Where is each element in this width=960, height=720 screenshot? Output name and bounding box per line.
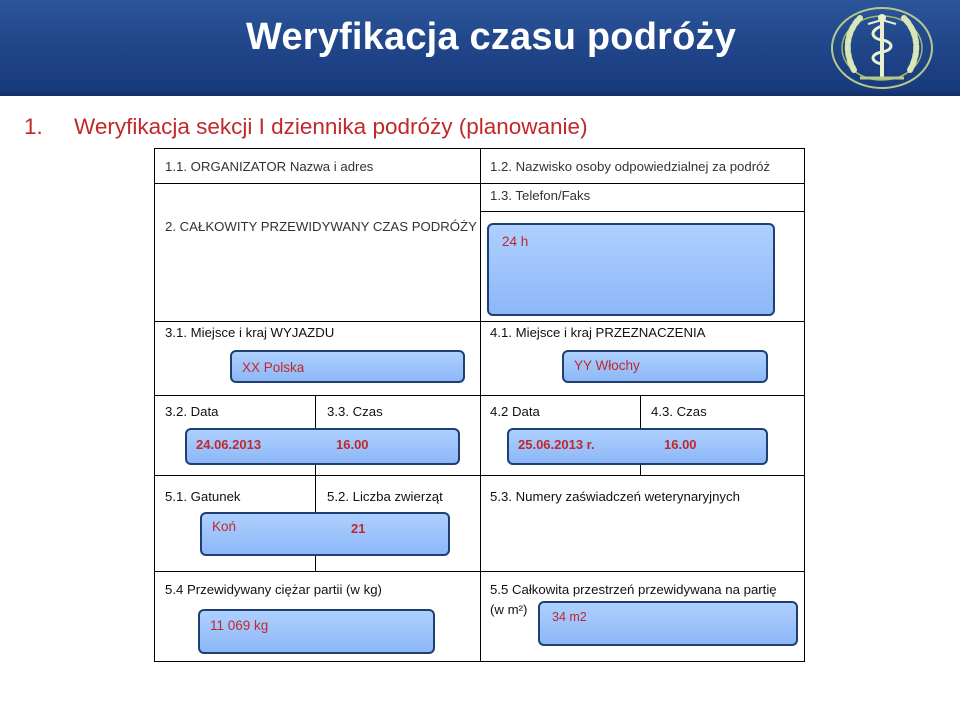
label-total-space-unit: (w m²) xyxy=(490,602,528,617)
section-heading xyxy=(24,114,588,140)
animal-count-value: 21 xyxy=(351,521,366,536)
page-title: Weryfikacja czasu podróży xyxy=(246,16,737,58)
label-destination: 4.1. Miejsce i kraj PRZEZNACZENIA xyxy=(490,325,706,340)
label-total-space: 5.5 Całkowita przestrzeń przewidywana na partię xyxy=(490,582,777,597)
label-departure: 3.1. Miejsce i kraj WYJAZDU xyxy=(165,325,335,340)
departure-date-value: 24.06.2013 xyxy=(196,437,262,452)
species-value: Koń xyxy=(212,519,237,534)
label-expected-weight: 5.4 Przewidywany ciężar partii (w kg) xyxy=(165,582,382,597)
label-total-duration: 2. CAŁKOWITY PRZEWIDYWANY CZAS PODRÓŻY xyxy=(165,219,477,234)
section-title: Weryfikacja sekcji I dziennika podróży (planowanie) xyxy=(74,114,588,139)
divider xyxy=(480,211,804,212)
label-departure-time: 3.3. Czas xyxy=(327,404,383,419)
expected-weight-value: 11 069 kg xyxy=(210,618,269,633)
section-number: 1. xyxy=(24,114,43,139)
divider xyxy=(480,149,481,661)
total-space-value: 34 m2 xyxy=(552,610,587,624)
arrival-date-value: 25.06.2013 r. xyxy=(518,437,595,452)
label-phone-fax: 1.3. Telefon/Faks xyxy=(490,188,591,203)
crest-icon xyxy=(830,6,934,90)
destination-value: YY Włochy xyxy=(574,358,640,373)
label-organizer: 1.1. ORGANIZATOR Nazwa i adres xyxy=(165,159,374,174)
label-arrival-time: 4.3. Czas xyxy=(651,404,707,419)
label-departure-date: 3.2. Data xyxy=(165,404,219,419)
arrival-time-value: 16.00 xyxy=(664,437,697,452)
label-responsible-person: 1.2. Nazwisko osoby odpowiedzialnej za podróż xyxy=(490,159,771,174)
departure-time-value: 16.00 xyxy=(336,437,369,452)
label-arrival-date: 4.2 Data xyxy=(490,404,540,419)
label-vet-certificates: 5.3. Numery zaświadczeń weterynaryjnych xyxy=(490,489,740,504)
label-animal-count: 5.2. Liczba zwierząt xyxy=(327,489,443,504)
species-count-field[interactable] xyxy=(200,512,450,556)
total-duration-value: 24 h xyxy=(502,234,529,249)
total-duration-field[interactable] xyxy=(487,223,775,316)
label-species: 5.1. Gatunek xyxy=(165,489,241,504)
departure-value: XX Polska xyxy=(242,360,305,375)
